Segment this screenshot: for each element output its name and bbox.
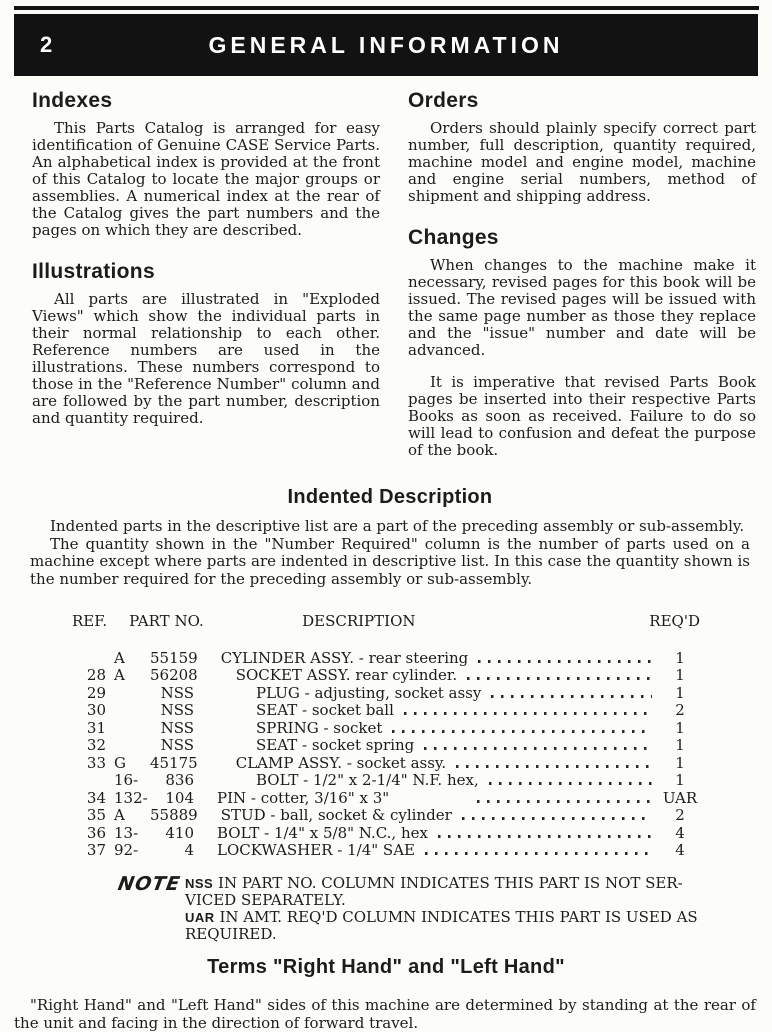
ref-cell: 29 [86, 683, 106, 702]
two-column-area [0, 76, 772, 480]
section-orders [408, 89, 756, 205]
note-body [185, 875, 698, 943]
qty-cell: 2 [675, 806, 685, 824]
qty-cell: 1 [675, 718, 685, 737]
left-column [32, 89, 380, 480]
column-header-description: DESCRIPTION [302, 612, 416, 630]
orders-body: Orders should plainly specify correct part number, full description, quantity required, machine model and engine model, machine and engine serial numbers, method of shipment and shipping address. [408, 119, 756, 205]
description-cell: SEAT - socket spring [256, 736, 415, 754]
table-row [72, 825, 700, 843]
part-prefix-cell: 13- [114, 823, 139, 842]
qty-cell: 1 [675, 736, 685, 754]
part-prefix-cell: A [114, 666, 125, 684]
table-row [72, 685, 700, 703]
part-prefix-cell: 16- [114, 771, 139, 789]
qty-cell: 1 [675, 683, 685, 702]
part-num-cell: NSS [160, 683, 194, 702]
table-row [72, 702, 700, 720]
parts-table [72, 613, 700, 860]
terms-body: "Right Hand" and "Left Hand" sides of this machine are determined by standing at the rear of the unit and facing in the direction of forward travel. [14, 995, 756, 1032]
table-row [72, 720, 700, 738]
section-changes [408, 226, 756, 459]
description-cell: BOLT - 1/4" x 5/8" N.C., hex [217, 823, 428, 842]
part-prefix-cell: A [114, 648, 125, 667]
orders-heading: Orders [408, 89, 479, 112]
ref-cell: 33 [86, 753, 106, 772]
note-entry-uar [185, 909, 698, 943]
note-block [114, 872, 772, 943]
ref-cell: 34 [86, 788, 106, 807]
description-cell: PLUG - adjusting, socket assy [256, 683, 482, 702]
terms-heading: Terms "Right Hand" and "Left Hand" [207, 955, 565, 978]
dot-leader [425, 852, 652, 855]
part-num-cell: NSS [160, 736, 194, 754]
description-cell: SOCKET ASSY. rear cylinder. [235, 666, 458, 684]
qty-cell: 1 [675, 648, 685, 667]
description-cell: PIN - cotter, 3/16" x 3" [217, 788, 390, 807]
ref-cell: 30 [86, 701, 106, 719]
page-title: GENERAL INFORMATION [208, 31, 564, 58]
part-num-cell: 4 [184, 841, 194, 859]
table-row [72, 755, 700, 773]
dot-leader [424, 747, 652, 750]
part-num-cell: 56208 [150, 666, 198, 684]
changes-heading: Changes [408, 226, 499, 249]
part-num-cell: 55159 [150, 648, 198, 667]
table-header-row [72, 613, 700, 631]
ref-cell: 35 [86, 806, 106, 824]
qty-cell: 4 [675, 823, 685, 842]
ref-cell: 31 [86, 718, 106, 737]
dot-leader [404, 712, 652, 715]
column-header-ref: REF. [72, 612, 108, 630]
changes-body-1: When changes to the machine make it necessary, revised pages for this book will be issued. The revised pages will be issued with the same page number as those they replace and the "issue" number and date will be advanced. [408, 256, 756, 359]
dot-leader [489, 782, 652, 785]
table-row [72, 790, 700, 808]
part-prefix-cell: 92- [114, 841, 139, 859]
column-header-part-no: PART NO. [129, 612, 204, 630]
description-cell: LOCKWASHER - 1/4" SAE [217, 841, 415, 859]
part-num-cell: 45175 [150, 753, 198, 772]
note-entry-nss [185, 875, 698, 909]
note-label: NOTE [116, 872, 183, 895]
description-cell: SPRING - socket [256, 718, 383, 737]
qty-cell: UAR [662, 788, 698, 807]
table-row [72, 650, 700, 668]
qty-cell: 1 [675, 666, 685, 684]
part-num-cell: 104 [165, 788, 194, 807]
qty-cell: 4 [675, 841, 685, 859]
indented-description-heading: Indented Description [287, 486, 493, 508]
indexes-heading: Indexes [32, 89, 113, 112]
part-prefix-cell: 132- [114, 788, 148, 807]
right-column [408, 89, 756, 480]
description-cell: CYLINDER ASSY. - rear steering [220, 648, 469, 667]
note-text: VICED SEPARATELY. [185, 890, 346, 909]
section-indexes [32, 89, 380, 239]
dot-leader [392, 730, 652, 733]
dot-leader [456, 765, 652, 768]
description-cell: BOLT - 1/2" x 2-1/4" N.F. hex, [256, 771, 479, 789]
top-rule [14, 6, 759, 10]
dot-leader [462, 817, 652, 820]
dot-leader [438, 835, 652, 838]
table-row [72, 842, 700, 860]
qty-cell: 2 [675, 701, 685, 719]
changes-body-2: It is imperative that revised Parts Book pages be inserted into their respective Parts Books as soon as received. Failure to do so will lead to confusion and defeat the purpose of the book. [408, 373, 756, 459]
qty-cell: 1 [675, 753, 685, 772]
section-illustrations [32, 260, 380, 427]
qty-cell: 1 [675, 771, 685, 789]
ref-cell: 32 [86, 736, 106, 754]
part-num-cell: NSS [160, 701, 194, 719]
part-num-cell: 410 [165, 823, 194, 842]
section-indented-description [0, 486, 772, 588]
description-cell: SEAT - socket ball [256, 701, 394, 719]
illustrations-heading: Illustrations [32, 260, 155, 283]
table-row [72, 772, 700, 790]
note-term-nss: NSS [185, 875, 214, 891]
ref-cell: 28 [86, 666, 106, 684]
note-text: REQUIRED. [185, 924, 277, 943]
dot-leader [467, 677, 652, 680]
indexes-body: This Parts Catalog is arranged for easy identification of Genuine CASE Service Parts. An alphabetical index is provided at the front of this Catalog to locate the major groups or assemblies. A numerical index at the rear of the Catalog gives the part numbers and the pages on which they are described. [32, 119, 380, 239]
dot-leader [477, 800, 652, 803]
part-prefix-cell: G [114, 753, 126, 772]
column-header-reqd: REQ'D [649, 612, 700, 630]
table-row [72, 667, 700, 685]
part-prefix-cell: A [114, 806, 125, 824]
note-text: IN PART NO. COLUMN INDICATES THIS PART IS NOT SER- [218, 873, 683, 892]
indented-description-para2: The quantity shown in the "Number Required" column is the number of parts used on a machine except where parts are indented in descriptive list. In this case the quantity shown is the number required for the preceding assembly or sub-assembly. [30, 534, 750, 588]
part-num-cell: 836 [165, 771, 194, 789]
indented-description-para1: Indented parts in the descriptive list are a part of the preceding assembly or sub-assembly. [50, 517, 745, 535]
page-number: 2 [40, 32, 53, 57]
part-num-cell: 55889 [150, 806, 198, 824]
dot-leader [491, 695, 652, 698]
table-row [72, 737, 700, 755]
illustrations-body: All parts are illustrated in "Exploded Views" which show the individual parts in their normal relationship to each other. Reference numbers are used in the illustrations. These numbers correspond to those in the "Reference Number" column and are followed by the part number, description and quantity required. [32, 290, 380, 427]
description-cell: STUD - ball, socket & cylinder [220, 806, 452, 824]
note-term-uar: UAR [185, 909, 215, 925]
dot-leader [478, 660, 652, 663]
description-cell: CLAMP ASSY. - socket assy. [235, 753, 447, 772]
table-row [72, 807, 700, 825]
ref-cell: 37 [86, 841, 106, 859]
page-header-bar [14, 14, 758, 76]
ref-cell: 36 [86, 823, 106, 842]
part-num-cell: NSS [160, 718, 194, 737]
note-text: IN AMT. REQ'D COLUMN INDICATES THIS PART IS USED AS [219, 907, 698, 926]
